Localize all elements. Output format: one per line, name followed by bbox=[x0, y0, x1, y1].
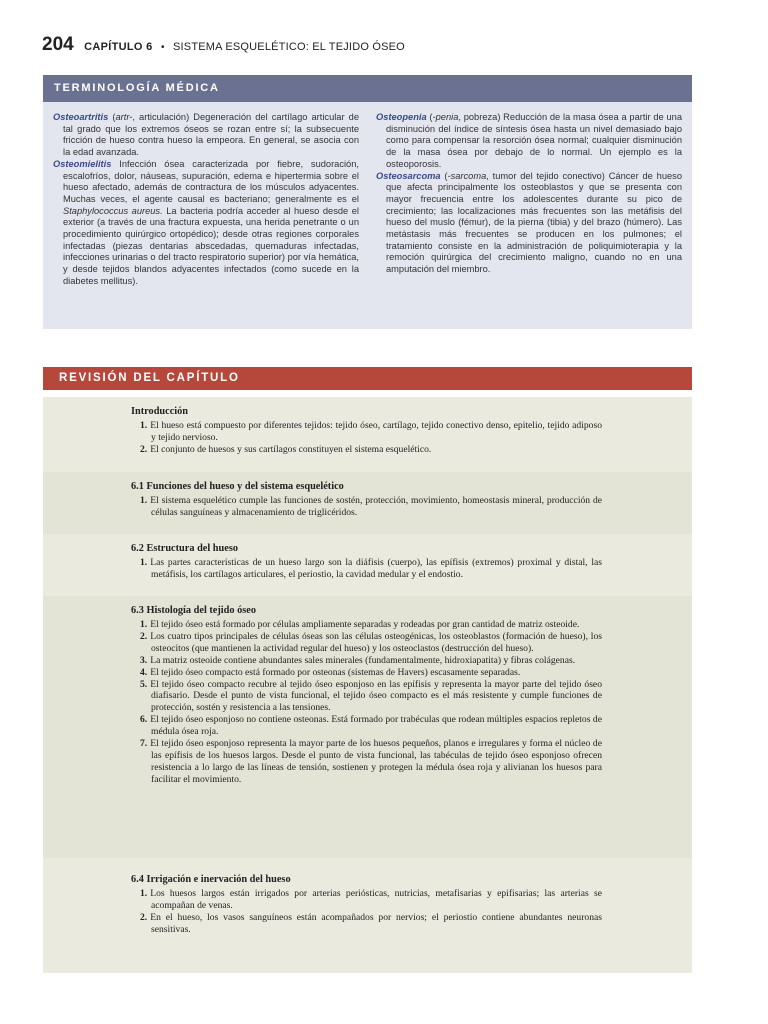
terminology-right-column bbox=[376, 112, 682, 288]
review-item bbox=[131, 679, 602, 715]
review-item bbox=[131, 655, 602, 667]
review-item bbox=[131, 420, 602, 444]
terminology-header: TERMINOLOGÍA MÉDICA bbox=[43, 75, 692, 102]
review-section-6-2 bbox=[43, 534, 692, 596]
term-word: Osteoartritis bbox=[53, 112, 109, 122]
medical-terminology-box bbox=[43, 75, 692, 329]
term-definition: Infección ósea caracterizada por fiebre, sudoración, escalofríos, dolor, náuseas, supuración, edema e hipertermia sobre el hueso afectado, además de contractura de los músculos adyacentes. Muchas veces, el agente causal es bacteriano; generalmente es el bbox=[63, 158, 359, 204]
item-text: En el hueso, los vasos sanguíneos están acompañados por nervios; el periostio contiene abundantes neuronas sensitivas. bbox=[150, 911, 602, 935]
item-number: 1. bbox=[140, 420, 148, 431]
term-etymology: -penia bbox=[432, 112, 459, 122]
term-word: Osteopenia bbox=[376, 112, 427, 122]
running-head bbox=[42, 34, 405, 56]
item-text: El tejido óseo esponjoso no contiene osteonas. Está formado por trabéculas que rodean múltiples espacios repletos de médula ósea roja. bbox=[150, 714, 602, 738]
section-title: 6.2 Estructura del hueso bbox=[131, 543, 238, 554]
term-definition: , articulación) Degeneración del cartílago articular de tal grado que los extremos óseos se rozan entre sí; la subsecuente fricción de hueso contra hueso la empeora. En general, se asocia con la edad avanzada. bbox=[63, 112, 360, 158]
section-title: 6.1 Funciones del hueso y del sistema esquelético bbox=[131, 481, 344, 492]
item-text: El tejido óseo compacto está formado por osteonas (sistemas de Havers) escasamente separadas. bbox=[150, 666, 521, 678]
term-entry bbox=[376, 112, 682, 171]
term-text: ( bbox=[440, 170, 448, 181]
item-number: 1. bbox=[140, 495, 148, 506]
review-section-6-3 bbox=[43, 596, 692, 858]
item-text: Las partes características de un hueso largo son la diáfisis (cuerpo), las epífisis (extremos) proximal y distal, las metáfisis, los cartílagos articulares, el periostio, la cavidad medular y el endostio. bbox=[150, 557, 602, 580]
item-number: 1. bbox=[140, 619, 148, 630]
review-section-intro bbox=[43, 397, 692, 470]
item-number: 3. bbox=[140, 654, 148, 666]
review-item bbox=[131, 738, 602, 786]
item-number: 2. bbox=[140, 630, 148, 642]
term-definition: , pobreza) Reducción de la masa ósea a partir de una disminución del índice de síntesis ósea hasta un nivel demasiado bajo como para compensar la resorción ósea normal; cualquier disminución de la masa ósea por debajo de lo normal. Un ejemplo es la osteoporosis. bbox=[386, 112, 682, 169]
item-number: 6. bbox=[140, 714, 148, 726]
review-item bbox=[131, 667, 602, 679]
review-item bbox=[131, 631, 602, 655]
term-etymology: -sarcoma bbox=[447, 170, 487, 181]
item-text: Los cuatro tipos principales de células óseas son las células osteogénicas, los osteoblastos (formación de hueso), los osteocitos (que mantienen la actividad regular del hueso) y los osteoclastos (destrucción del hueso). bbox=[150, 630, 602, 654]
item-text: El conjunto de huesos y sus cartílagos constituyen el sistema esquelético. bbox=[150, 443, 432, 455]
page-number: 204 bbox=[42, 34, 74, 55]
term-text: ( bbox=[426, 112, 433, 122]
term-entry bbox=[376, 171, 682, 276]
term-italic: Staphylococcus aureus. bbox=[63, 205, 163, 216]
review-item bbox=[131, 912, 602, 936]
term-text: ( bbox=[108, 112, 116, 122]
item-text: Los huesos largos están irrigados por arterias periósticas, nutricias, metafisarias y epifisarias; las arterias se acompañan de venas. bbox=[150, 888, 602, 911]
item-number: 5. bbox=[140, 678, 148, 690]
review-item bbox=[131, 888, 602, 912]
terminology-left-column bbox=[53, 112, 359, 288]
review-item bbox=[131, 444, 602, 456]
chapter-title: SISTEMA ESQUELÉTICO: EL TEJIDO ÓSEO bbox=[172, 41, 405, 53]
section-title: 6.3 Histología del tejido óseo bbox=[131, 605, 256, 616]
item-number: 4. bbox=[140, 666, 148, 678]
item-number: 1. bbox=[140, 557, 148, 568]
section-title: 6.4 Irrigación e inervación del hueso bbox=[131, 874, 291, 885]
review-section-6-1 bbox=[43, 472, 692, 534]
term-word: Osteosarcoma bbox=[376, 170, 441, 181]
term-definition: , tumor del tejido conectivo) Cáncer de hueso que afecta principalmente los osteoblastos y que se presenta con mayor frecuencia entre los adolescentes durante su pico de crecimiento; las localizaciones más frecuentes son las metáfisis del hueso del muslo (fémur), de la pierna (tibia) y del brazo (húmero). Las metástasis más frecuentes se producen en los pulmones; el tratamiento consiste en la administración de poliquimioterapia y la remoción quirúrgica del crecimiento maligno, cuando no en una amputación del miembro. bbox=[386, 170, 682, 275]
chapter-review-header: REVISIÓN DEL CAPÍTULO bbox=[43, 367, 692, 390]
item-number: 7. bbox=[140, 738, 148, 750]
chapter-review-body bbox=[43, 397, 692, 973]
term-etymology: artr- bbox=[115, 112, 133, 122]
item-text: El tejido óseo compacto recubre al tejido óseo esponjoso en las epífisis y representa la mayor parte del tejido óseo diafisario. Desde el punto de vista funcional, el tejido óseo compacto es el más resistente y cumple funciones de protección, sostén y resistencia a las tensiones. bbox=[150, 678, 602, 714]
item-text: El tejido óseo está formado por células ampliamente separadas y rodeadas por gran cantidad de matriz osteoide. bbox=[150, 619, 580, 630]
chapter-label: CAPÍTULO 6 bbox=[84, 41, 153, 53]
item-text: El tejido óseo esponjoso representa la mayor parte de los huesos pequeños, planos e irregulares y forma el núcleo de las epífisis de los huesos largos. Desde el punto de vista funcional, las tabéculas de tejido óseo esponjoso ofrecen resistencia a lo largo de las líneas de tensión, sostienen y protegen la médula ósea roja y alivianan los huesos para facilitar el movimiento. bbox=[150, 738, 602, 785]
section-title: Introducción bbox=[131, 406, 189, 417]
bullet-separator: • bbox=[161, 42, 165, 53]
term-entry bbox=[53, 112, 359, 159]
term-entry bbox=[53, 159, 359, 288]
item-text: El sistema esquelético cumple las funciones de sostén, protección, movimiento, homeostasis mineral, producción de células sanguíneas y almacenamiento de triglicéridos. bbox=[150, 495, 602, 518]
item-text: El hueso está compuesto por diferentes tejidos: tejido óseo, cartílago, tejido conectivo denso, epitelio, tejido adiposo y tejido nervioso. bbox=[150, 420, 602, 443]
review-item bbox=[131, 495, 602, 519]
item-text: La matriz osteoide contiene abundantes sales minerales (fundamentalmente, hidroxiapatita) y fibras colágenas. bbox=[150, 654, 576, 666]
review-section-6-4 bbox=[43, 865, 692, 973]
item-number: 1. bbox=[140, 888, 148, 899]
review-item bbox=[131, 619, 602, 631]
item-number: 2. bbox=[140, 443, 148, 455]
term-definition: La bacteria podría acceder al hueso desde el exterior (a través de una fractura expuesta, una herida penetrante o un procedimiento quirúrgico ortopédico); desde otras regiones corporales infectadas (piezas dentarias abscedadas, quemaduras infectadas, infecciones urinarias o del tracto respiratorio superior) por vía hemática, y desde tejidos blandos adyacentes infectados (como sucede en la diabetes mellitus). bbox=[63, 205, 359, 286]
item-number: 2. bbox=[140, 911, 148, 923]
term-word: Osteomielitis bbox=[53, 158, 112, 169]
review-item bbox=[131, 714, 602, 738]
review-item bbox=[131, 557, 602, 581]
